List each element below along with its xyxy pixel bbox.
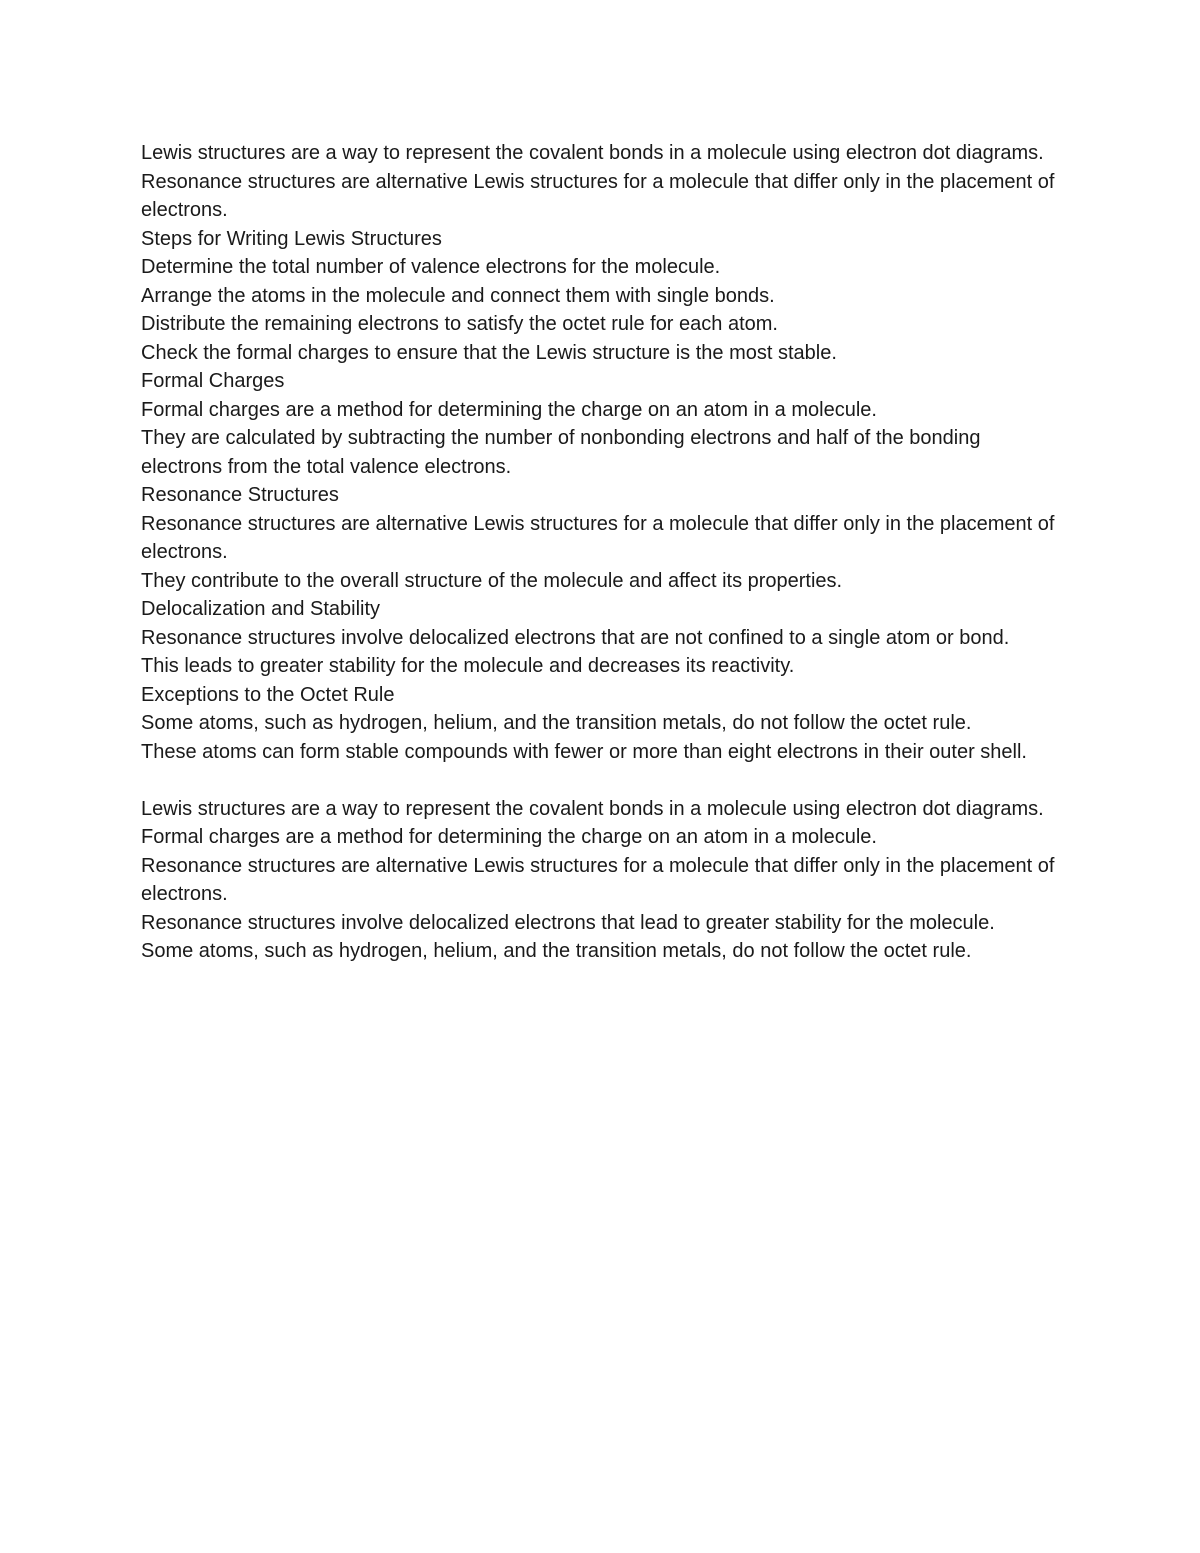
paragraph: Check the formal charges to ensure that the Lewis structure is the most stable.	[141, 341, 837, 364]
paragraph: Arrange the atoms in the molecule and connect them with single bonds.	[141, 284, 775, 307]
paragraph: Some atoms, such as hydrogen, helium, and the transition metals, do not follow the octet rule.	[141, 940, 972, 962]
paragraph: Determine the total number of valence electrons for the molecule.	[141, 256, 721, 278]
paragraph: Resonance structures are alternative Lewis structures for a molecule that differ only in the placement of electrons.	[141, 854, 1055, 905]
paragraph: Resonance structures involve delocalized electrons that lead to greater stability for the molecule.	[141, 911, 995, 934]
paragraph: They are calculated by subtracting the number of nonbonding electrons and half of the bonding electrons from the total valence electrons.	[141, 427, 981, 478]
section-summary	[141, 795, 1061, 966]
paragraph: Formal charges are a method for determining the charge on an atom in a molecule.	[141, 398, 877, 421]
section-summary-notes	[141, 139, 1061, 766]
paragraph: Resonance structures are alternative Lewis structures for a molecule that differ only in the placement of electrons.	[141, 170, 1055, 221]
blank-line	[141, 766, 1061, 795]
paragraph: Lewis structures are a way to represent the covalent bonds in a molecule using electron dot diagrams.	[141, 142, 1044, 164]
heading: Resonance Structures	[141, 484, 339, 506]
paragraph: Distribute the remaining electrons to satisfy the octet rule for each atom.	[141, 313, 778, 335]
document-body	[141, 139, 1061, 966]
heading: Formal Charges	[141, 370, 285, 392]
heading: Delocalization and Stability	[141, 598, 381, 620]
paragraph: Resonance structures are alternative Lewis structures for a molecule that differ only in the placement of electrons.	[141, 512, 1055, 563]
heading: Steps for Writing Lewis Structures	[141, 227, 442, 250]
paragraph: This leads to greater stability for the molecule and decreases its reactivity.	[141, 655, 795, 677]
paragraph: Resonance structures involve delocalized electrons that are not confined to a single atom or bond.	[141, 626, 1010, 649]
paragraph: Formal charges are a method for determining the charge on an atom in a molecule.	[141, 826, 877, 848]
paragraph: Lewis structures are a way to represent the covalent bonds in a molecule using electron dot diagrams.	[141, 797, 1044, 820]
paragraph: These atoms can form stable compounds with fewer or more than eight electrons in their outer shell.	[141, 740, 1027, 763]
paragraph: Some atoms, such as hydrogen, helium, and the transition metals, do not follow the octet rule.	[141, 712, 972, 734]
paragraph: They contribute to the overall structure of the molecule and affect its properties.	[141, 569, 843, 592]
heading: Exceptions to the Octet Rule	[141, 683, 395, 706]
